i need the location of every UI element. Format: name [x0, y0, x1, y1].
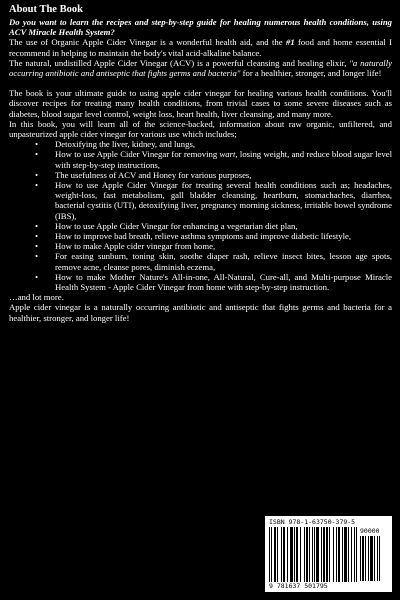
barcode-bar [379, 536, 380, 581]
barcode-digits: 9 781637 501795 [269, 582, 328, 590]
paragraph-organic-acv [9, 37, 392, 57]
barcode-bar [312, 527, 313, 582]
barcode-bar [314, 527, 315, 582]
paragraph-ultimate-guide: The book is your ultimate guide to using apple cider vinegar for healing various health conditions. You'll discover recipes for treating many health conditions, from trivial cases to some severe diseases such as diabetes, blood sugar level control, weight loss, heart health, liver cleansing, and many more. [9, 88, 392, 119]
list-item-text: How to use Apple Cider Vinegar for removing [55, 149, 220, 160]
barcode-bar [365, 536, 366, 581]
barcode-bar [333, 527, 334, 582]
price-barcode-icon [360, 536, 388, 581]
barcode-bar [348, 527, 349, 582]
barcode-bar [290, 527, 293, 582]
barcode-bar [283, 527, 285, 582]
barcode-bar [309, 527, 310, 582]
barcode-bar [329, 527, 330, 582]
isbn-barcode [265, 516, 392, 592]
paragraph-text: for a healthier, stronger, and longer life! [240, 68, 382, 79]
barcode-bar [304, 527, 305, 582]
list-item-text: , losing weight, and reduce blood sugar level with step-by-step instructions, [55, 149, 392, 170]
list-item: • Detoxifying the liver, kidney, and lungs, [9, 139, 392, 149]
barcode-bar [287, 527, 288, 582]
paragraph-text: food and home essential I recommend in helping to maintain the body's vital acid-alkaline balance. [9, 37, 392, 58]
barcode-bar [294, 527, 295, 582]
emphasis-number-one: #1 [285, 37, 295, 48]
barcode-bar [360, 536, 361, 581]
paragraph-natural-acv [9, 58, 392, 78]
paragraph-gap [9, 78, 392, 88]
barcode-bar [336, 527, 337, 582]
emphasis-wart: wart [219, 149, 236, 160]
barcode-bar [368, 536, 369, 581]
list-item [9, 149, 392, 169]
list-item: • The usefulness of ACV and Honey for various purposes, [9, 170, 392, 180]
isbn-label: ISBN 978-1-63750-379-5 [269, 518, 356, 526]
barcode-bar [296, 527, 298, 582]
barcode-bar [338, 527, 340, 582]
barcode-bar [323, 527, 325, 582]
barcode-bar [271, 527, 272, 582]
barcode-bar [300, 527, 301, 582]
barcode-bar [274, 527, 276, 582]
barcode-bar [362, 536, 364, 581]
paragraph-text: The natural, undistilled Apple Cider Vinegar (ACV) is a powerful cleansing and healing elixir, [9, 57, 350, 68]
barcode-bar [277, 527, 278, 582]
list-item: • How to use Apple Cider Vinegar for treating several health conditions such as; headaches, weight-loss, fast metabolism, gall bladder cleansing, heartburn, stomachaches, diarrhea, bacterial cystitis (UTI), detoxifying liver, pregnancy morning sickness, irritable bowel syndrome (IBS), [9, 180, 392, 221]
barcode-bar [342, 527, 343, 582]
barcode-bar [326, 527, 328, 582]
barcode-bar [306, 527, 308, 582]
barcode-bar [356, 527, 357, 582]
list-item: • For easing sunburn, toning skin, soothe diaper rash, relieve insect bites, lesson age spots, remove acne, cleanse pores, diminish eczema, [9, 251, 392, 271]
paragraph-includes: In this book, you will learn all of the science-backed, information about raw organic, unfiltered, and unpasteurized apple cider vinegar for various use which includes; [9, 118, 392, 140]
barcode-bar [344, 527, 347, 582]
list-item: • How to improve bad breath, relieve asthma symptoms and improve diabetic lifestyle, [9, 231, 392, 241]
barcode-bars-icon [269, 527, 357, 582]
barcode-bar [370, 536, 373, 581]
barcode-bar [316, 527, 319, 582]
and-more-text: …and lot more. [9, 292, 64, 303]
page-title: About The Book [9, 4, 83, 15]
barcode-bar [269, 527, 270, 582]
list-item: • How to use Apple Cider Vinegar for enhancing a vegetarian diet plan, [9, 221, 392, 231]
barcode-bar [351, 527, 352, 582]
benefits-list [9, 139, 392, 292]
emphasis-quote: "a naturally occurring antibiotic and antiseptic that fights germs and bacteria" [9, 57, 392, 79]
closing-paragraph: Apple cider vinegar is a naturally occurring antibiotic and antiseptic that fights germs and bacteria for a healthier, stronger, and longer life! [9, 302, 392, 323]
barcode-bar [377, 536, 378, 581]
barcode-bar [281, 527, 282, 582]
barcode-bar [354, 527, 355, 582]
paragraph-text: The use of Organic Apple Cider Vinegar is a wonderful health aid, and the [9, 37, 286, 48]
list-item: • How to make Apple cider vinegar from home, [9, 241, 392, 251]
barcode-bar [321, 527, 322, 582]
intro-question: Do you want to learn the recipes and step-by-step guide for healing numerous health conditions, using ACV Miracle Health System? [9, 17, 392, 38]
price-code: 90000 [360, 527, 380, 535]
list-item: • How to make Mother Nature's All-in-one, All-Natural, Cure-all, and Multi-purpose Miracle Health System - Apple Cider Vinegar from home with step-by-step instruction. [9, 272, 392, 292]
barcode-bar [374, 536, 375, 581]
